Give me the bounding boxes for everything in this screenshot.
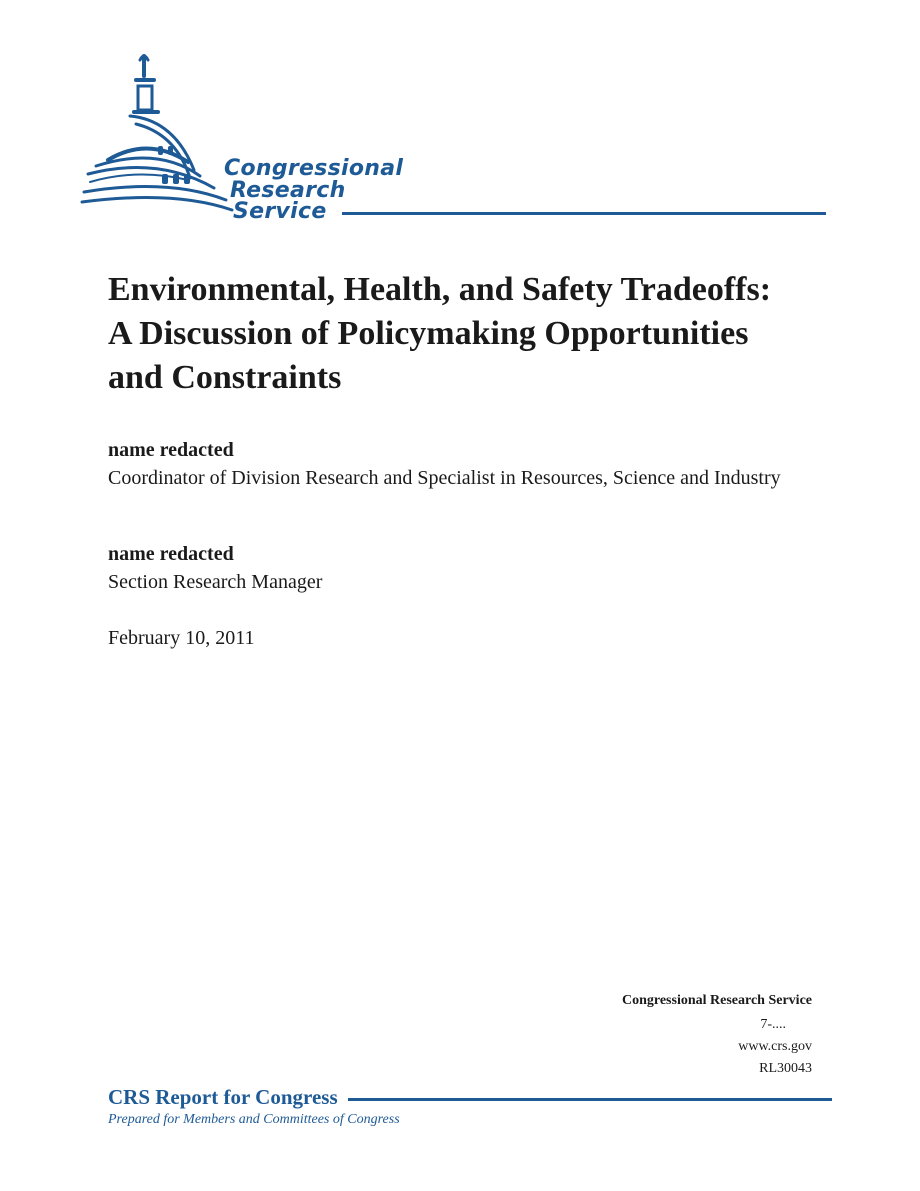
title-line-3: and Constraints <box>108 359 342 396</box>
crs-org-name: Congressional Research Service <box>621 993 812 1008</box>
author-name: name redacted <box>108 543 234 565</box>
crs-info-block <box>622 990 812 1080</box>
crs-logo <box>78 50 838 230</box>
author-name: name redacted <box>108 439 234 461</box>
crs-website-link[interactable]: www.crs.gov <box>738 1039 812 1054</box>
title-line-2: A Discussion of Policymaking Opportunities <box>108 315 749 352</box>
logo-text-research: Research <box>230 178 346 203</box>
crs-code: 7-.... <box>760 1017 786 1032</box>
title-line-1: Environmental, Health, and Safety Tradeoffs: <box>108 271 772 308</box>
logo-rule <box>342 212 826 215</box>
logo-text-congressional: Congressional <box>224 156 404 181</box>
footer-rule <box>348 1098 832 1101</box>
report-date: February 10, 2011 <box>108 627 255 649</box>
footer-report-label: CRS Report for Congress <box>108 1084 342 1110</box>
author-role: Section Research Manager <box>108 571 323 593</box>
capitol-dome-icon <box>78 50 238 225</box>
report-number: RL30043 <box>759 1061 812 1076</box>
logo-text-service: Service <box>233 199 327 224</box>
author-block-1 <box>108 436 868 493</box>
author-block-2 <box>108 540 868 597</box>
author-role: Coordinator of Division Research and Specialist in Resources, Science and Industry <box>108 467 781 489</box>
report-title <box>108 268 868 400</box>
footer-prepared-label: Prepared for Members and Committees of Congress <box>108 1112 400 1127</box>
footer <box>108 1084 832 1130</box>
